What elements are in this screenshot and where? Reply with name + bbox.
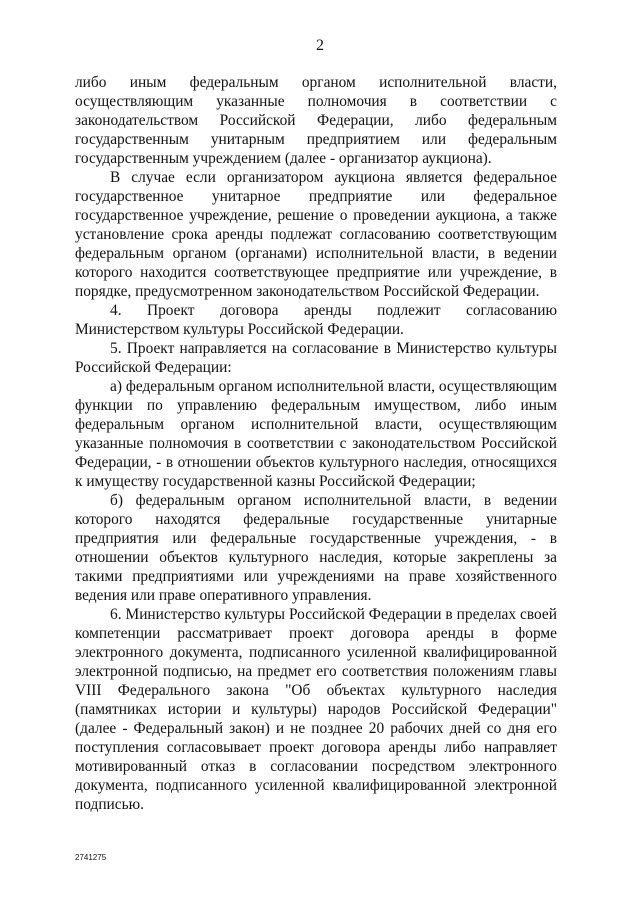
paragraph-item-5: 5. Проект направляется на согласование в Министерство культуры Российской Федерации: — [75, 340, 557, 376]
paragraph-item-5b: б) федеральным органом исполнительной власти, в ведении которого находятся федеральные государственные унитарные предприятия или федеральные государственные учреждения, - в отношении объектов культурного наследия, которые закреплены за такими предприятиями или учреждениями на праве хозяйственного ведения или праве оперативного управления. — [75, 492, 557, 604]
paragraph-item-6: 6. Министерство культуры Российской Федерации в пределах своей компетенции рассматривает проект договора аренды в форме электронного документа, подписанного усиленной квалифицированной электронной подписью, на предмет его соответствия положениям главы VIII Федерального закона "Об объектах культурного наследия (памятниках истории и культуры) народов Российской Федерации" (далее - Федеральный закон) и не позднее 20 рабочих дней со дня его поступления согласовывает проект договора аренды либо направляет мотивированный отказ в согласовании посредством электронного документа, подписанного усиленной квалифицированной электронной подписью. — [75, 606, 557, 813]
paragraph-continuation: либо иным федеральным органом исполнительной власти, осуществляющим указанные полномочия в соответствии с законодательством Российской Федерации, либо федеральным государственным унитарным предприятием или федеральным государственным учреждением (далее - организатор аукциона). — [75, 74, 557, 167]
page-number: 2 — [316, 37, 324, 54]
paragraph-organizer-approval: В случае если организатором аукциона является федеральное государственное унитарное предприятие или федеральное государственное учреждение, решение о проведении аукциона, а также установление срока аренды подлежат согласованию соответствующим федеральным органом (органами) исполнительной власти, в ведении которого находится соответствующее предприятие или учреждение, в порядке, предусмотренном законодательством Российской Федерации. — [75, 169, 557, 300]
paragraph-item-4: 4. Проект договора аренды подлежит согласованию Министерством культуры Российской Федерации. — [75, 302, 557, 338]
document-code: 2741275 — [75, 853, 107, 862]
paragraph-item-5a: а) федеральным органом исполнительной власти, осуществляющим функции по управлению федеральным имуществом, либо иным федеральным органом исполнительной власти, осуществляющим указанные полномочия в соответствии с законодательством Российской Федерации, - в отношении объектов культурного наследия, относящихся к имуществу государственной казны Российской Федерации; — [75, 378, 557, 490]
document-body — [75, 73, 557, 814]
